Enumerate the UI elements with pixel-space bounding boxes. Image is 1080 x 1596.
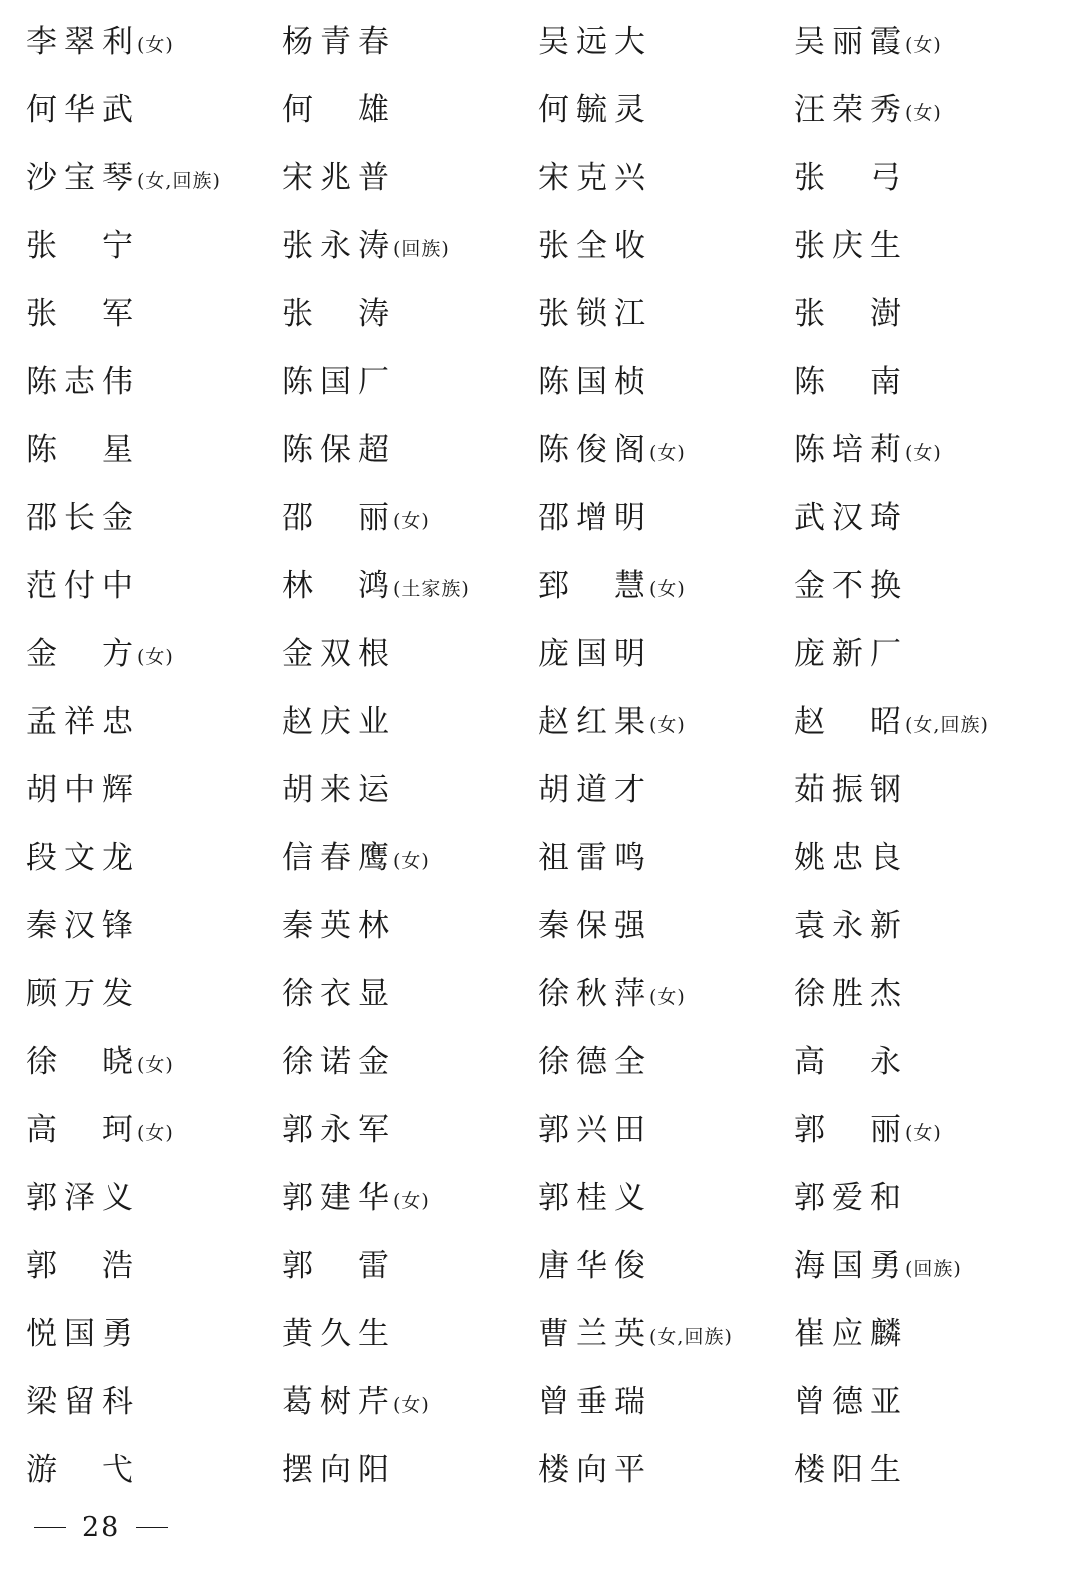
person-name: 邵 丽 [282,499,396,536]
name-entry [26,348,282,416]
person-name: 姚忠良 [794,839,908,876]
person-name: 徐胜杰 [794,975,908,1012]
name-entry [538,1164,794,1232]
person-name: 张 澍 [794,295,908,332]
name-entry [26,1436,282,1504]
name-entry [794,348,1056,416]
name-entry [794,1164,1056,1232]
person-name: 郭建华 [282,1179,396,1216]
person-name: 庞新厂 [794,635,908,672]
name-entry [26,960,282,1028]
name-entry [794,1436,1056,1504]
person-name: 孟祥忠 [26,703,140,740]
name-entry [794,960,1056,1028]
page-footer [34,1512,168,1543]
person-name: 悦国勇 [26,1315,140,1352]
person-note: (女) [137,1053,174,1076]
name-entry [26,824,282,892]
person-name: 秦英林 [282,907,396,944]
name-entry [538,212,794,280]
person-name: 杨青春 [282,23,396,60]
name-entry [538,1436,794,1504]
person-note: (女) [905,33,942,56]
person-name: 郭兴田 [538,1111,652,1148]
person-name: 何毓灵 [538,91,652,128]
name-entry [282,1436,538,1504]
name-entry [282,416,538,484]
person-name: 曹兰英 [538,1315,652,1352]
name-entry [26,688,282,756]
name-entry [794,144,1056,212]
name-entry [26,484,282,552]
name-entry [282,960,538,1028]
person-name: 赵红果 [538,703,652,740]
name-entry [282,484,538,552]
name-entry [26,1300,282,1368]
person-name: 胡道才 [538,771,652,808]
name-entry [282,1232,538,1300]
person-name: 高 珂 [26,1111,140,1148]
person-name: 张庆生 [794,227,908,264]
person-name: 何 雄 [282,91,396,128]
person-name: 张 宁 [26,227,140,264]
person-name: 沙宝琴 [26,159,140,196]
name-entry [26,552,282,620]
name-entry [538,892,794,960]
person-name: 崔应麟 [794,1315,908,1352]
person-name: 张 军 [26,295,140,332]
name-entry [538,552,794,620]
person-name: 张永涛 [282,227,396,264]
name-entry [26,1164,282,1232]
name-entry [794,552,1056,620]
person-name: 金 方 [26,635,140,672]
person-name: 武汉琦 [794,499,908,536]
person-note: (女) [137,645,174,668]
person-name: 曾德亚 [794,1383,908,1420]
name-entry [26,212,282,280]
name-entry [794,1368,1056,1436]
person-name: 游 弋 [26,1451,140,1488]
person-note: (女) [393,1189,430,1212]
person-name: 庞国明 [538,635,652,672]
name-entry [794,484,1056,552]
person-name: 徐衣显 [282,975,396,1012]
person-name: 陈 星 [26,431,140,468]
person-name: 徐 晓 [26,1043,140,1080]
person-name: 楼阳生 [794,1451,908,1488]
person-note: (回族) [393,237,450,260]
person-name: 郭永军 [282,1111,396,1148]
person-name: 黄久生 [282,1315,396,1352]
person-name: 金不换 [794,567,908,604]
name-entry [794,212,1056,280]
page-number: 28 [82,1512,121,1543]
name-entry [26,1096,282,1164]
name-entry [538,1096,794,1164]
person-name: 信春鹰 [282,839,396,876]
person-note: (女) [905,101,942,124]
person-name: 陈保超 [282,431,396,468]
person-name: 郭爱和 [794,1179,908,1216]
name-entry [794,620,1056,688]
name-entry [794,892,1056,960]
person-note: (女) [905,441,942,464]
person-note: (女) [905,1121,942,1144]
name-entry [538,1300,794,1368]
person-name: 唐华俊 [538,1247,652,1284]
left-dash [34,1527,66,1528]
name-entry [282,144,538,212]
name-entry [26,1368,282,1436]
name-entry [794,1096,1056,1164]
name-entry [794,416,1056,484]
person-name: 郭泽义 [26,1179,140,1216]
person-name: 邵增明 [538,499,652,536]
person-note: (女) [137,33,174,56]
name-entry [282,212,538,280]
person-name: 胡来运 [282,771,396,808]
person-name: 宋兆普 [282,159,396,196]
name-entry [282,1164,538,1232]
person-name: 徐诺金 [282,1043,396,1080]
name-entry [282,824,538,892]
person-name: 祖雷鸣 [538,839,652,876]
person-name: 胡中辉 [26,771,140,808]
person-name: 徐秋萍 [538,975,652,1012]
name-entry [26,892,282,960]
person-name: 张 弓 [794,159,908,196]
person-note: (土家族) [393,577,470,600]
name-entry [26,620,282,688]
person-name: 吴丽霞 [794,23,908,60]
person-note: (女) [137,1121,174,1144]
name-entry [538,1028,794,1096]
person-name: 张全收 [538,227,652,264]
person-note: (女) [649,985,686,1008]
name-entry [538,960,794,1028]
person-name: 袁永新 [794,907,908,944]
person-name: 秦保强 [538,907,652,944]
person-name: 金双根 [282,635,396,672]
name-entry [794,8,1056,76]
person-name: 摆向阳 [282,1451,396,1488]
name-entry [794,756,1056,824]
person-name: 汪荣秀 [794,91,908,128]
name-entry [538,688,794,756]
name-entry [538,620,794,688]
name-entry [26,280,282,348]
person-note: (回族) [905,1257,962,1280]
person-name: 陈俊阁 [538,431,652,468]
name-entry [26,1232,282,1300]
person-name: 陈志伟 [26,363,140,400]
name-entry [26,8,282,76]
name-entry [538,824,794,892]
name-entry [282,1028,538,1096]
person-note: (女,回族) [649,1325,733,1348]
person-name: 范付中 [26,567,140,604]
name-entry [282,756,538,824]
person-name: 陈国厂 [282,363,396,400]
person-name: 曾垂瑞 [538,1383,652,1420]
name-entry [538,76,794,144]
name-entry [282,8,538,76]
person-name: 梁留科 [26,1383,140,1420]
person-name: 陈培莉 [794,431,908,468]
person-name: 顾万发 [26,975,140,1012]
name-entry [26,416,282,484]
person-name: 郭 丽 [794,1111,908,1148]
name-entry [538,348,794,416]
person-note: (女) [649,577,686,600]
name-entry [26,1028,282,1096]
name-entry [794,1028,1056,1096]
name-entry [538,280,794,348]
name-entry [794,76,1056,144]
name-entry [538,484,794,552]
name-entry [538,1232,794,1300]
name-entry [282,1368,538,1436]
person-name: 茹振钢 [794,771,908,808]
name-entry [26,756,282,824]
person-name: 赵庆业 [282,703,396,740]
person-note: (女,回族) [905,713,989,736]
person-name: 张 涛 [282,295,396,332]
name-entry [282,76,538,144]
name-list-grid [26,8,1056,1504]
name-entry [794,688,1056,756]
name-entry [538,144,794,212]
person-name: 赵 昭 [794,703,908,740]
name-entry [538,1368,794,1436]
name-entry [282,552,538,620]
person-name: 邵长金 [26,499,140,536]
person-name: 郭 浩 [26,1247,140,1284]
person-name: 段文龙 [26,839,140,876]
person-name: 林 鸿 [282,567,396,604]
name-entry [282,280,538,348]
name-entry [538,8,794,76]
right-dash [136,1527,168,1528]
name-entry [794,280,1056,348]
name-entry [538,756,794,824]
person-name: 陈 南 [794,363,908,400]
person-name: 海国勇 [794,1247,908,1284]
name-entry [282,1300,538,1368]
name-entry [282,348,538,416]
person-note: (女) [393,849,430,872]
person-name: 郭桂义 [538,1179,652,1216]
person-name: 陈国桢 [538,363,652,400]
person-name: 郭 雷 [282,1247,396,1284]
person-name: 秦汉锋 [26,907,140,944]
person-name: 葛树芹 [282,1383,396,1420]
person-note: (女) [649,441,686,464]
person-note: (女) [393,509,430,532]
person-name: 高 永 [794,1043,908,1080]
person-name: 何华武 [26,91,140,128]
person-note: (女,回族) [137,169,221,192]
name-entry [538,416,794,484]
person-note: (女) [649,713,686,736]
name-entry [794,1232,1056,1300]
name-entry [282,688,538,756]
name-entry [282,620,538,688]
name-entry [26,144,282,212]
name-entry [794,824,1056,892]
person-name: 李翠利 [26,23,140,60]
person-name: 宋克兴 [538,159,652,196]
name-entry [26,76,282,144]
name-entry [282,892,538,960]
person-name: 张锁江 [538,295,652,332]
person-name: 郅 慧 [538,567,652,604]
person-note: (女) [393,1393,430,1416]
person-name: 楼向平 [538,1451,652,1488]
person-name: 徐德全 [538,1043,652,1080]
name-entry [282,1096,538,1164]
name-entry [794,1300,1056,1368]
person-name: 吴远大 [538,23,652,60]
